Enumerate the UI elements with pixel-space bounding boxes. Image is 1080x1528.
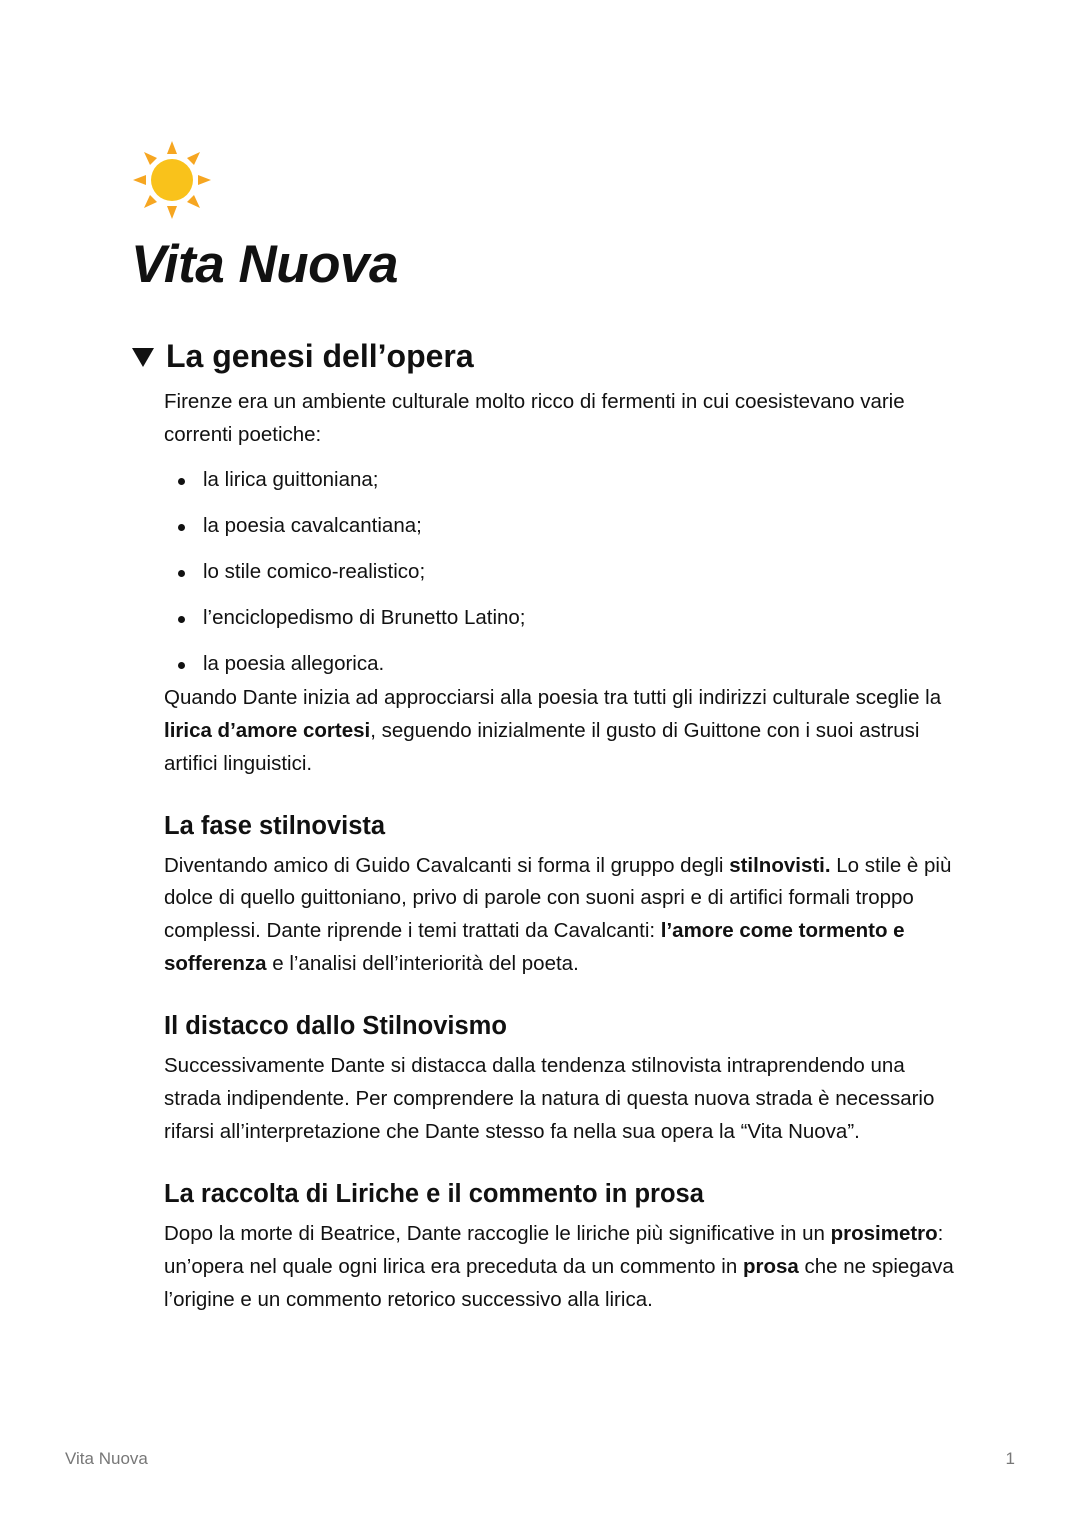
page-number: 1: [1005, 1449, 1015, 1468]
toggle-genesi[interactable]: [132, 336, 474, 376]
intro-paragraph: Firenze era un ambiente culturale molto ricco di fermenti in cui coesistevano varie correnti poetiche:: [164, 390, 905, 446]
sun-icon: [132, 140, 212, 220]
list-item: la lirica guittoniana;: [164, 464, 964, 510]
heading-raccolta: La raccolta di Liriche e il commento in prosa: [164, 1180, 704, 1209]
heading-distacco: Il distacco dallo Stilnovismo: [164, 1012, 507, 1041]
paragraph-dante-poesia: Quando Dante inizia ad approcciarsi alla poesia tra tutti gli indirizzi culturale sceglie la lirica d’amore cortesi, seguendo inizialmente il gusto di Guittone con i suoi astrusi artifici linguistici.: [164, 686, 942, 775]
toggle-content: [164, 386, 964, 1317]
toggle-triangle-icon[interactable]: [132, 348, 154, 367]
bold-amore-tormento: l’amore come tormento e sofferenza: [164, 918, 905, 975]
bold-prosa: prosa: [742, 1255, 799, 1279]
paragraph-raccolta: Dopo la morte di Beatrice, Dante raccoglie le liriche più significative in un prosimetro: un’opera nel quale ogni lirica era preceduta da un commento in prosa che ne spiegava l’origine e un commento retorico successivo alla lirica.: [164, 1222, 954, 1311]
bullet-list: [164, 464, 964, 694]
bold-prosimetro: prosimetro: [830, 1222, 938, 1246]
footer-title: Vita Nuova: [65, 1449, 148, 1468]
list-item: la poesia allegorica.: [164, 648, 964, 694]
bold-stilnovisti: stilnovisti.: [729, 853, 831, 877]
page-title: Vita Nuova: [131, 235, 398, 294]
list-item: la poesia cavalcantiana;: [164, 510, 964, 556]
toggle-heading: La genesi dell’opera: [166, 338, 474, 374]
heading-fase-stilnovista: La fase stilnovista: [164, 811, 386, 840]
paragraph-distacco: Successivamente Dante si distacca dalla tendenza stilnovista intraprendendo una strada indipendente. Per comprendere la natura di questa nuova strada è necessario rifarsi all’interpretazione che Dante stesso fa nella sua opera la “Vita Nuova”.: [164, 1054, 935, 1143]
list-item: l’enciclopedismo di Brunetto Latino;: [164, 602, 964, 648]
paragraph-fase-stilnovista: Diventando amico di Guido Cavalcanti si forma il gruppo degli stilnovisti. Lo stile è più dolce di quello guittoniano, privo di parole con suoni aspri e di artifici formali troppo complessi. Dante riprende i temi trattati da Cavalcanti: l’amore come tormento e sofferenza e l’analisi dell’interiorità del poeta.: [164, 853, 952, 975]
bold-lirica: lirica d’amore cortesi: [164, 719, 371, 743]
list-item: lo stile comico-realistico;: [164, 556, 964, 602]
